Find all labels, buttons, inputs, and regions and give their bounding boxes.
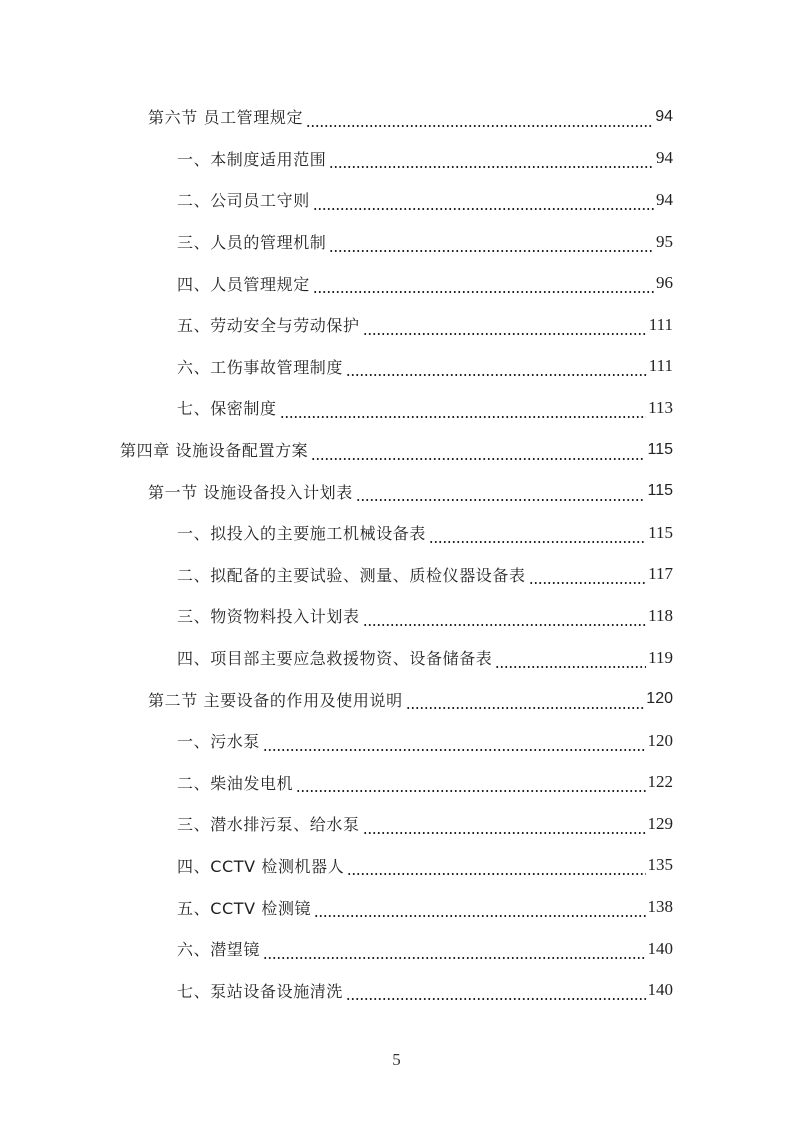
dot-leader — [347, 860, 645, 876]
toc-entry-section[interactable] — [0, 470, 793, 512]
dot-leader — [280, 403, 647, 419]
toc-entry-page: 138 — [647, 897, 673, 917]
toc-entry-page: 129 — [647, 813, 673, 833]
toc-entry-label: 三、潜水排污泵、给水泵 — [177, 815, 360, 835]
toc-entry-page: 115 — [647, 482, 673, 500]
toc-entry-chapter[interactable] — [0, 429, 793, 471]
toc-entry-item[interactable] — [0, 886, 793, 928]
dot-leader — [313, 195, 654, 211]
toc-entry-label: 二、柴油发电机 — [177, 773, 294, 793]
dot-leader — [363, 611, 647, 627]
toc-entry-item[interactable] — [0, 845, 793, 887]
toc-entry-page: 94 — [656, 148, 673, 168]
toc-entry-label: 二、公司员工守则 — [177, 191, 310, 211]
dot-leader — [346, 985, 645, 1001]
dot-leader — [329, 153, 654, 169]
toc-entry-item[interactable] — [0, 803, 793, 845]
toc-entry-item[interactable] — [0, 221, 793, 263]
toc-entry-label: 六、潜望镜 — [177, 940, 261, 960]
toc-entry-label: 一、本制度适用范围 — [177, 149, 327, 169]
toc-entry-item[interactable] — [0, 304, 793, 346]
toc-entry-page: 111 — [648, 314, 673, 334]
toc-entry-section[interactable] — [0, 678, 793, 720]
toc-entry-section[interactable] — [0, 96, 793, 138]
toc-entry-page: 96 — [656, 273, 673, 293]
dot-leader — [313, 278, 654, 294]
footer-page-number: 5 — [392, 1050, 401, 1069]
toc-entry-label: 第二节 主要设备的作用及使用说明 — [148, 690, 403, 710]
toc-entry-item[interactable] — [0, 595, 793, 637]
toc-entry-label: 六、工伤事故管理制度 — [177, 357, 344, 377]
toc-entry-page: 119 — [648, 647, 673, 667]
dot-leader — [529, 569, 647, 585]
toc-entry-page: 122 — [647, 772, 673, 792]
toc-entry-label: 三、人员的管理机制 — [177, 233, 327, 253]
dot-leader — [346, 361, 647, 377]
toc-entry-item[interactable] — [0, 554, 793, 596]
toc-entry-item[interactable] — [0, 762, 793, 804]
toc-entry-label: 三、物资物料投入计划表 — [177, 607, 360, 627]
toc-entry-item[interactable] — [0, 637, 793, 679]
toc-entry-page: 113 — [648, 397, 673, 417]
toc-entry-label: 四、项目部主要应急救援物资、设备储备表 — [177, 649, 493, 669]
toc-entry-label: 第一节 设施设备投入计划表 — [148, 482, 353, 502]
dot-leader — [363, 320, 647, 336]
dot-leader — [263, 944, 645, 960]
toc-entry-label: 一、拟投入的主要施工机械设备表 — [177, 524, 427, 544]
dot-leader — [296, 777, 645, 793]
toc-entry-item[interactable] — [0, 969, 793, 1011]
toc-entry-page: 120 — [647, 730, 673, 750]
toc-entry-label: 七、保密制度 — [177, 399, 277, 419]
table-of-contents — [0, 96, 793, 1011]
toc-entry-page: 94 — [655, 107, 673, 125]
toc-entry-item[interactable] — [0, 928, 793, 970]
toc-entry-label: 七、泵站设备设施清洗 — [177, 981, 344, 1001]
dot-leader — [406, 694, 645, 710]
toc-entry-page: 118 — [648, 605, 673, 625]
dot-leader — [263, 736, 645, 752]
toc-entry-label: 五、CCTV 检测镜 — [177, 898, 312, 918]
dot-leader — [329, 237, 654, 253]
toc-entry-item[interactable] — [0, 720, 793, 762]
toc-entry-item[interactable] — [0, 387, 793, 429]
dot-leader — [495, 653, 646, 669]
toc-entry-label: 第四章 设施设备配置方案 — [120, 441, 309, 461]
toc-entry-page: 111 — [648, 356, 673, 376]
toc-entry-label: 一、污水泵 — [177, 732, 261, 752]
toc-entry-page: 140 — [647, 938, 673, 958]
toc-entry-item[interactable] — [0, 512, 793, 554]
toc-entry-page: 140 — [647, 980, 673, 1000]
toc-entry-page: 115 — [647, 440, 673, 458]
toc-entry-label: 第六节 员工管理规定 — [148, 108, 304, 128]
dot-leader — [314, 902, 645, 918]
toc-entry-page: 120 — [646, 690, 673, 708]
toc-entry-item[interactable] — [0, 262, 793, 304]
toc-entry-item[interactable] — [0, 179, 793, 221]
toc-entry-label: 四、人员管理规定 — [177, 274, 310, 294]
toc-entry-page: 117 — [648, 564, 673, 584]
dot-leader — [363, 819, 646, 835]
toc-entry-label: 二、拟配备的主要试验、测量、质检仪器设备表 — [177, 565, 526, 585]
dot-leader — [429, 528, 646, 544]
dot-leader — [356, 486, 646, 502]
toc-entry-page: 135 — [647, 855, 673, 875]
toc-entry-page: 94 — [656, 189, 673, 209]
toc-entry-page: 115 — [648, 522, 673, 542]
toc-entry-label: 五、劳动安全与劳动保护 — [177, 316, 360, 336]
toc-entry-item[interactable] — [0, 138, 793, 180]
dot-leader — [306, 112, 653, 128]
dot-leader — [311, 445, 645, 461]
toc-entry-page: 95 — [656, 231, 673, 251]
toc-entry-label: 四、CCTV 检测机器人 — [177, 856, 345, 876]
toc-entry-item[interactable] — [0, 346, 793, 388]
